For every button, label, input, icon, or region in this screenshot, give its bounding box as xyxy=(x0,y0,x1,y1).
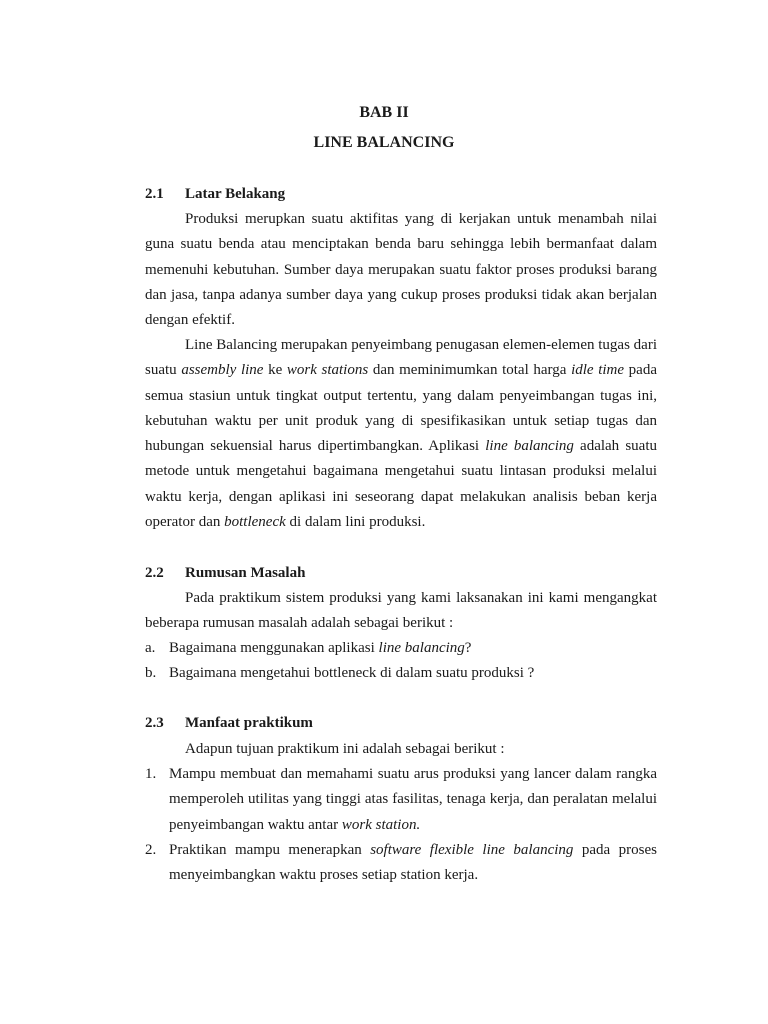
list-item xyxy=(145,636,657,661)
paragraph-manfaat-intro: Adapun tujuan praktikum ini adalah sebagai berikut : xyxy=(185,741,505,757)
section-title: Rumusan Masalah xyxy=(185,565,306,581)
paragraph-rumusan-intro: Pada praktikum sistem produksi yang kami laksanakan ini kami mengangkat beberapa rumusan masalah adalah sebagai berikut : xyxy=(145,590,657,632)
list-item xyxy=(145,762,657,838)
list-item-text: Mampu membuat dan memahami suatu arus produksi yang lancer dalam rangka memperoleh utilitas yang tinggi atas fasilitas, tenaga kerja, dan peralatan melalui penyeimbangan waktu antar work station. xyxy=(169,766,657,833)
section-heading-2-3 xyxy=(145,715,313,732)
section-title: Latar Belakang xyxy=(185,186,286,202)
list-item xyxy=(145,838,657,889)
list-item-text: Praktikan mampu menerapkan software flexible line balancing pada proses menyeimbangkan waktu proses setiap station kerja. xyxy=(169,842,658,884)
list-marker: b. xyxy=(145,665,157,681)
section-heading-2-1 xyxy=(145,186,285,203)
paragraph-line-balancing: Line Balancing merupakan penyeimbang penugasan elemen-elemen tugas dari suatu assembly line ke work stations dan meminimumkan total harga idle time pada semua stasiun untuk tingkat output tertentu, yang dalam penyeimbangan tugas ini, kebutuhan waktu per unit produk yang di spesifikasikan untuk setiap tugas dan hubungan sekuensial harus dipertimbangkan. Aplikasi line balancing adalah suatu metode untuk mengetahui bagaimana mengetahui suatu lintasan produksi melalui waktu kerja, dengan aplikasi ini seseorang dapat melakukan analisis beban kerja operator dan bottleneck di dalam lini produksi. xyxy=(145,337,657,531)
chapter-number: BAB II xyxy=(359,104,409,121)
list-item-text: Bagaimana mengetahui bottleneck di dalam suatu produksi ? xyxy=(169,665,535,681)
list-marker: 1. xyxy=(145,766,157,782)
list-item xyxy=(145,661,657,686)
section-heading-2-2 xyxy=(145,565,305,582)
section-number: 2.2 xyxy=(145,565,164,581)
list-item-text: Bagaimana menggunakan aplikasi line balancing? xyxy=(169,640,472,656)
chapter-title: LINE BALANCING xyxy=(313,134,455,151)
list-marker: a. xyxy=(145,640,156,656)
section-title: Manfaat praktikum xyxy=(185,715,313,731)
paragraph-production: Produksi merupkan suatu aktifitas yang di kerjakan untuk menambah nilai guna suatu benda atau menciptakan benda baru sehingga lebih bermanfaat dalam memenuhi kebutuhan. Sumber daya merupakan suatu faktor proses produksi barang dan jasa, tanpa adanya sumber daya yang cukup proses produksi tidak akan berjalan dengan efektif. xyxy=(145,211,657,329)
list-marker: 2. xyxy=(145,842,157,858)
section-number: 2.1 xyxy=(145,186,164,202)
section-number: 2.3 xyxy=(145,715,164,731)
